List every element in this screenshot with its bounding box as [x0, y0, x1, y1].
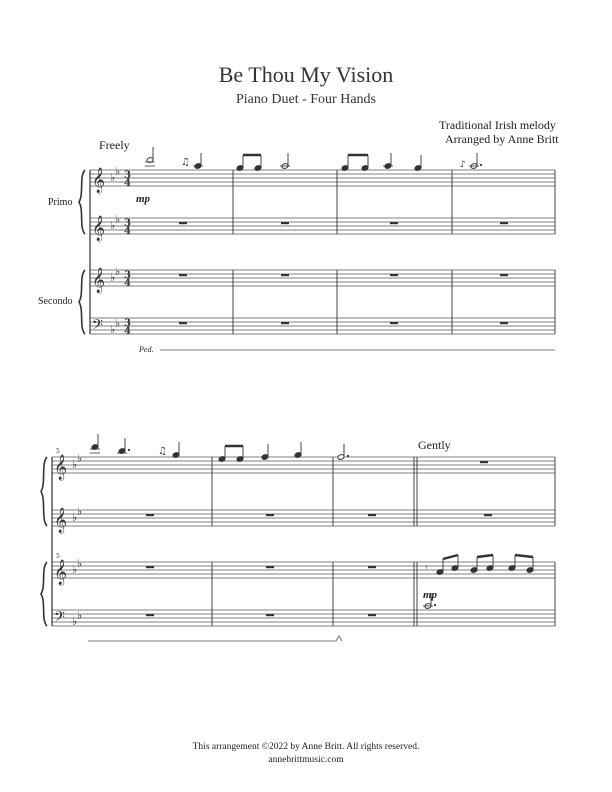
- score-system-1: [79, 147, 555, 350]
- flat-icon: ♭: [77, 557, 83, 570]
- whole-rest: [266, 514, 274, 516]
- brace: [79, 170, 85, 234]
- whole-rest: [281, 274, 289, 276]
- copyright-notice: This arrangement ©2022 by Anne Britt. All rights reserved.: [192, 742, 420, 752]
- time-sig-bottom: 4: [124, 226, 131, 237]
- brace: [41, 562, 47, 626]
- whole-rest: [281, 322, 289, 324]
- treble-clef-icon: 𝄞: [54, 508, 68, 533]
- treble-clef-icon: 𝄞: [54, 560, 68, 585]
- whole-rest: [266, 566, 274, 568]
- flat-icon: ♭: [77, 452, 83, 465]
- whole-rest: [500, 222, 508, 224]
- arranger-credit: Arranged by Anne Britt: [445, 132, 559, 146]
- brace: [41, 457, 47, 526]
- whole-rest: [390, 322, 398, 324]
- whole-rest: [368, 514, 376, 516]
- flat-icon: ♭: [115, 213, 121, 226]
- time-sig-top: 3: [124, 218, 131, 229]
- whole-rest: [500, 274, 508, 276]
- bass-clef-icon: 𝄢: [92, 317, 103, 337]
- whole-rest: [266, 614, 274, 616]
- time-sig-top: 3: [124, 170, 131, 181]
- augmentation-dot: [128, 449, 130, 451]
- website-url: annebrittmusic.com: [268, 755, 344, 765]
- pedal-change-mark: [336, 636, 342, 641]
- whole-rest: [484, 514, 492, 516]
- whole-rest: [368, 614, 376, 616]
- whole-rest: [146, 566, 154, 568]
- dynamic-mp-secondo: mp: [423, 589, 438, 601]
- pedal-marking: Ped.: [139, 345, 154, 354]
- augmentation-dot: [480, 164, 482, 166]
- beam: [443, 555, 458, 559]
- flat-icon: ♭: [115, 317, 121, 330]
- piece-title: Be Thou My Vision: [218, 62, 394, 87]
- treble-clef-icon: 𝄞: [92, 268, 106, 293]
- tempo-marking-freely: Freely: [99, 138, 130, 152]
- beam: [477, 555, 493, 557]
- measure-number-5-secondo: 5: [56, 553, 60, 560]
- whole-rest: [368, 566, 376, 568]
- grace-note: ♪: [460, 160, 466, 170]
- flat-icon: ♭: [72, 511, 78, 524]
- time-sig-bottom: 4: [124, 278, 131, 289]
- time-sig-bottom: 4: [124, 178, 131, 189]
- treble-clef-icon: 𝄞: [92, 168, 106, 193]
- measure-number-5: 5: [56, 448, 60, 455]
- beam: [515, 555, 533, 557]
- flat-icon: ♭: [110, 271, 116, 284]
- flat-icon: ♭: [110, 323, 116, 336]
- time-sig-top: 3: [124, 318, 131, 329]
- flat-icon: ♭: [72, 563, 78, 576]
- time-sig-bottom: 4: [124, 326, 131, 337]
- part-label-secondo: Secondo: [38, 296, 73, 307]
- flat-icon: ♭: [77, 505, 83, 518]
- treble-clef-icon: 𝄞: [54, 455, 68, 480]
- brace: [79, 270, 85, 334]
- whole-rest: [179, 274, 187, 276]
- flat-icon: ♭: [77, 609, 83, 622]
- time-sig-top: 3: [124, 270, 131, 281]
- whole-rest: [390, 274, 398, 276]
- melody-credit: Traditional Irish melody: [439, 118, 556, 132]
- grace-notes: ♫: [181, 157, 190, 168]
- treble-clef-icon: 𝄞: [92, 216, 106, 241]
- whole-rest: [146, 614, 154, 616]
- piece-subtitle: Piano Duet - Four Hands: [236, 92, 376, 107]
- augmentation-dot: [434, 604, 436, 606]
- whole-rest: [480, 461, 488, 463]
- augmentation-dot: [347, 455, 349, 457]
- flat-icon: ♭: [115, 165, 121, 178]
- tempo-marking-gently: Gently: [418, 438, 451, 452]
- bass-clef-icon: 𝄢: [54, 609, 65, 629]
- flat-icon: ♭: [110, 171, 116, 184]
- part-label-primo: Primo: [48, 197, 73, 208]
- whole-rest: [281, 222, 289, 224]
- dynamic-mp-primo: mp: [136, 193, 151, 205]
- whole-rest: [179, 222, 187, 224]
- whole-rest: [390, 222, 398, 224]
- grace-notes: ♫: [158, 446, 167, 457]
- eighth-rest-icon: 𝄾: [425, 561, 428, 574]
- whole-rest: [179, 322, 187, 324]
- score-system-2: [41, 434, 555, 641]
- whole-rest: [146, 514, 154, 516]
- flat-icon: ♭: [72, 458, 78, 471]
- flat-icon: ♭: [110, 219, 116, 232]
- flat-icon: ♭: [115, 265, 121, 278]
- flat-icon: ♭: [72, 615, 78, 628]
- whole-rest: [500, 322, 508, 324]
